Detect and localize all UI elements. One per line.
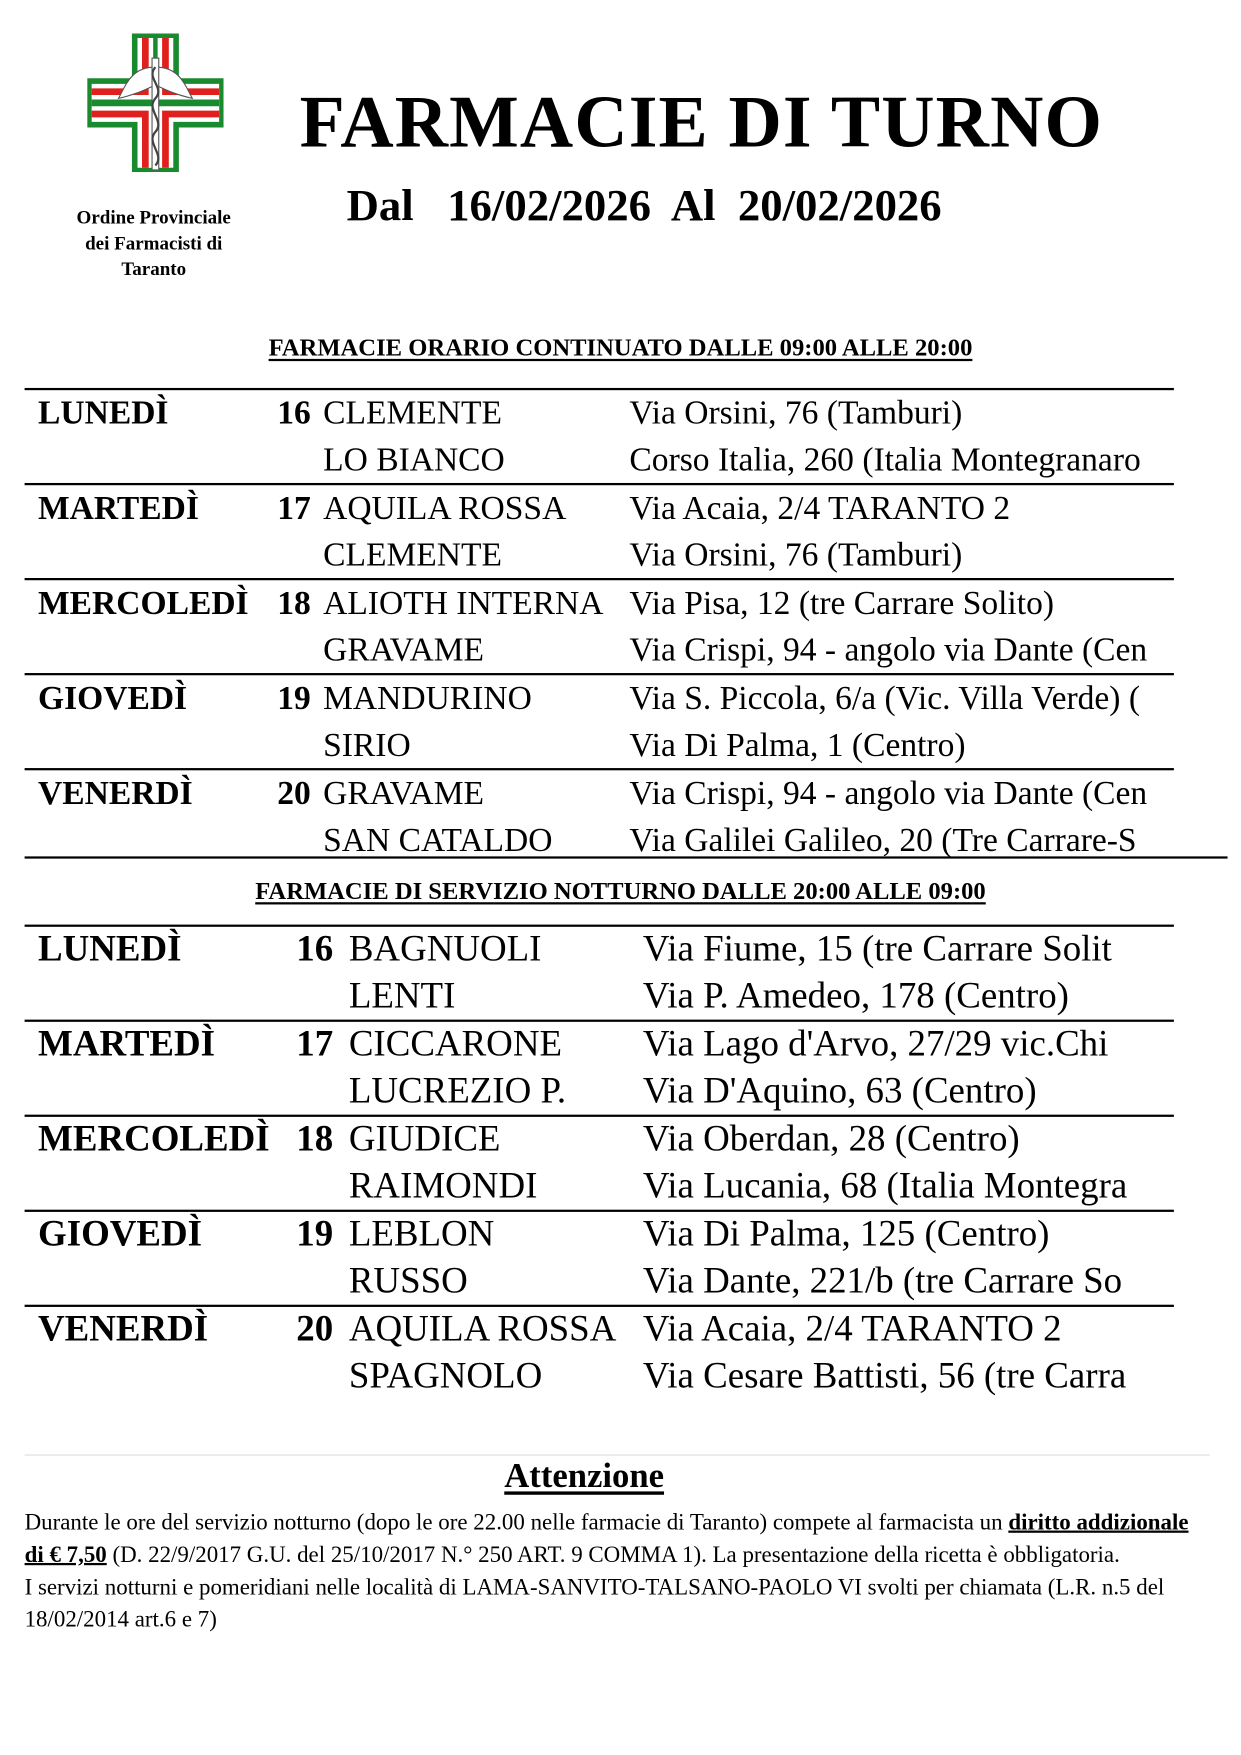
pharmacy-name: LENTI [348, 975, 456, 1016]
table-row [25, 580, 1174, 626]
table-row [25, 1307, 1174, 1353]
day-name: GIOVEDÌ [38, 1214, 203, 1255]
date-to: 20/02/2026 [737, 179, 942, 231]
notice-text: (D. 22/9/2017 G.U. del 25/10/2017 N.° 250 ART. 9 COMMA 1). La presentazione della ricetta è obbligatoria. [106, 1542, 1120, 1568]
day-name: MERCOLEDÌ [38, 584, 249, 622]
pharmacy-address: Via P. Amedeo, 178 (Centro) [642, 975, 1069, 1016]
pharmacy-address: Corso Italia, 260 (Italia Montegranaro [629, 441, 1141, 478]
day-block [25, 768, 1174, 863]
table-row [25, 627, 1174, 673]
day-name: MARTEDÌ [38, 489, 199, 527]
org-line: dei Farmacisti di [85, 232, 223, 254]
pharmacy-address: Via Crispi, 94 - angolo via Dante (Cen [629, 631, 1148, 669]
date-range [347, 179, 942, 232]
pharmacy-name: CICCARONE [348, 1024, 563, 1065]
date-from-label: Dal [346, 179, 414, 231]
pharmacy-address: Via Fiume, 15 (tre Carrare Solit [642, 929, 1112, 970]
pharmacy-name: CLEMENTE [323, 394, 502, 432]
day-number: 16 [277, 394, 311, 432]
pharmacy-address: Via Orsini, 76 (Tamburi) [629, 536, 963, 573]
pharmacy-address: Via Di Palma, 1 (Centro) [629, 726, 966, 764]
day-name: LUNEDÌ [38, 929, 182, 970]
table-row [25, 1163, 1174, 1209]
pharmacy-name: LUCREZIO P. [348, 1070, 567, 1111]
day-block [25, 925, 1174, 1020]
day-block [25, 388, 1174, 483]
pharmacy-name: LEBLON [348, 1214, 495, 1255]
pharmacy-name: RUSSO [348, 1260, 468, 1301]
page-title: FARMACIE DI TURNO [299, 81, 1103, 164]
org-line: Ordine Provinciale [76, 206, 231, 229]
pharmacy-address: Via Oberdan, 28 (Centro) [642, 1119, 1020, 1160]
table-row [25, 675, 1174, 721]
day-name: GIOVEDÌ [38, 679, 188, 717]
pharmacy-address: Via S. Piccola, 6/a (Vic. Villa Verde) ( [629, 679, 1141, 717]
pharmacy-name: AQUILA ROSSA [348, 1309, 617, 1350]
notice-heading-text: Attenzione [504, 1455, 665, 1495]
night-section-heading [0, 877, 1241, 906]
day-schedule-table [25, 388, 1210, 863]
date-from: 16/02/2026 [447, 179, 651, 231]
org-line: Taranto [121, 258, 187, 280]
pharmacy-address: Via Pisa, 12 (tre Carrare Solito) [629, 584, 1055, 622]
pharmacy-address: Via Dante, 221/b (tre Carrare So [642, 1260, 1123, 1301]
table-row [25, 1022, 1174, 1068]
pharmacy-name: GIUDICE [348, 1119, 501, 1160]
table-row [25, 973, 1174, 1019]
date-to-label: Al [670, 179, 716, 231]
day-number: 19 [296, 1214, 334, 1255]
table-row [25, 532, 1174, 578]
table-row [25, 927, 1174, 973]
pharmacy-address: Via Lucania, 68 (Italia Montegra [642, 1165, 1128, 1206]
night-schedule-table [25, 925, 1210, 1400]
day-block [25, 1020, 1174, 1115]
pharmacy-name: ALIOTH INTERNA [323, 584, 604, 622]
table-row [25, 437, 1174, 483]
additional-fee: diritto addizionale di € 7,50 [24, 1510, 1189, 1568]
pharmacy-address: Via Lago d'Arvo, 27/29 vic.Chi [642, 1024, 1109, 1065]
notice-body [25, 1507, 1210, 1637]
day-number: 20 [296, 1309, 334, 1350]
table-row [25, 1117, 1174, 1163]
pharmacy-name: SAN CATALDO [323, 821, 553, 859]
day-name: VENERDÌ [38, 774, 193, 812]
day-block [25, 483, 1174, 578]
pharmacist-cross-logo [87, 34, 223, 173]
pharmacy-address: Via Orsini, 76 (Tamburi) [629, 394, 963, 432]
pharmacy-address: Via Di Palma, 125 (Centro) [642, 1214, 1050, 1255]
org-name [45, 205, 263, 282]
table-row [25, 390, 1174, 436]
day-block [25, 1210, 1174, 1305]
table-row [25, 485, 1174, 531]
pharmacy-name: AQUILA ROSSA [323, 489, 567, 527]
pharmacy-address: Via Acaia, 2/4 TARANTO 2 [629, 489, 1011, 527]
pharmacy-address: Via D'Aquino, 63 (Centro) [642, 1070, 1037, 1111]
pharmacy-name: MANDURINO [323, 679, 532, 717]
day-number: 17 [296, 1024, 334, 1065]
pharmacy-address: Via Crispi, 94 - angolo via Dante (Cen [629, 774, 1148, 812]
day-section-heading [0, 333, 1241, 362]
pharmacy-address: Via Galilei Galileo, 20 (Tre Carrare-S [629, 821, 1137, 859]
pharmacy-name: BAGNUOLI [348, 929, 542, 970]
day-block [25, 673, 1174, 768]
day-block [25, 1115, 1174, 1210]
notice-text: Durante le ore del servizio notturno (dopo le ore 22.00 nelle farmacie di Taranto) compete al farmacista un [24, 1510, 1009, 1536]
notice-heading [0, 1456, 1168, 1496]
pharmacy-address: Via Acaia, 2/4 TARANTO 2 [642, 1309, 1062, 1350]
pharmacy-name: GRAVAME [323, 631, 485, 669]
day-number: 18 [296, 1119, 334, 1160]
day-number: 19 [277, 679, 311, 717]
day-section-heading-text: FARMACIE ORARIO CONTINUATO DALLE 09:00 ALLE 20:00 [268, 333, 973, 362]
table-row [25, 1068, 1174, 1114]
night-section-heading-text: FARMACIE DI SERVIZIO NOTTURNO DALLE 20:00 ALLE 09:00 [255, 876, 986, 905]
table-row [25, 1258, 1174, 1304]
day-number: 17 [277, 489, 311, 527]
day-name: LUNEDÌ [38, 394, 169, 432]
divider [25, 856, 1228, 858]
table-row [25, 722, 1174, 768]
day-name: MARTEDÌ [38, 1024, 216, 1065]
pharmacy-name: CLEMENTE [323, 536, 502, 573]
day-block [25, 1305, 1174, 1400]
pharmacy-name: GRAVAME [323, 774, 485, 812]
day-name: VENERDÌ [38, 1309, 209, 1350]
table-row [25, 770, 1174, 816]
table-row [25, 1353, 1174, 1399]
notice-paragraph: I servizi notturni e pomeridiani nelle località di LAMA-SANVITO-TALSANO-PAOLO VI svolti per chiamata (L.R. n.5 del 18/02/2014 art.6 e 7) [24, 1575, 1165, 1633]
table-row [25, 1212, 1174, 1258]
day-number: 16 [296, 929, 334, 970]
notice-paragraph [25, 1507, 1210, 1572]
pharmacy-name: SIRIO [323, 726, 411, 764]
day-number: 20 [277, 774, 311, 812]
day-name: MERCOLEDÌ [38, 1119, 270, 1160]
pharmacy-name: RAIMONDI [348, 1165, 538, 1206]
pharmacy-address: Via Cesare Battisti, 56 (tre Carra [642, 1355, 1127, 1396]
day-number: 18 [277, 584, 311, 622]
day-block [25, 578, 1174, 673]
pharmacy-name: SPAGNOLO [348, 1355, 543, 1396]
pharmacy-name: LO BIANCO [323, 441, 505, 478]
